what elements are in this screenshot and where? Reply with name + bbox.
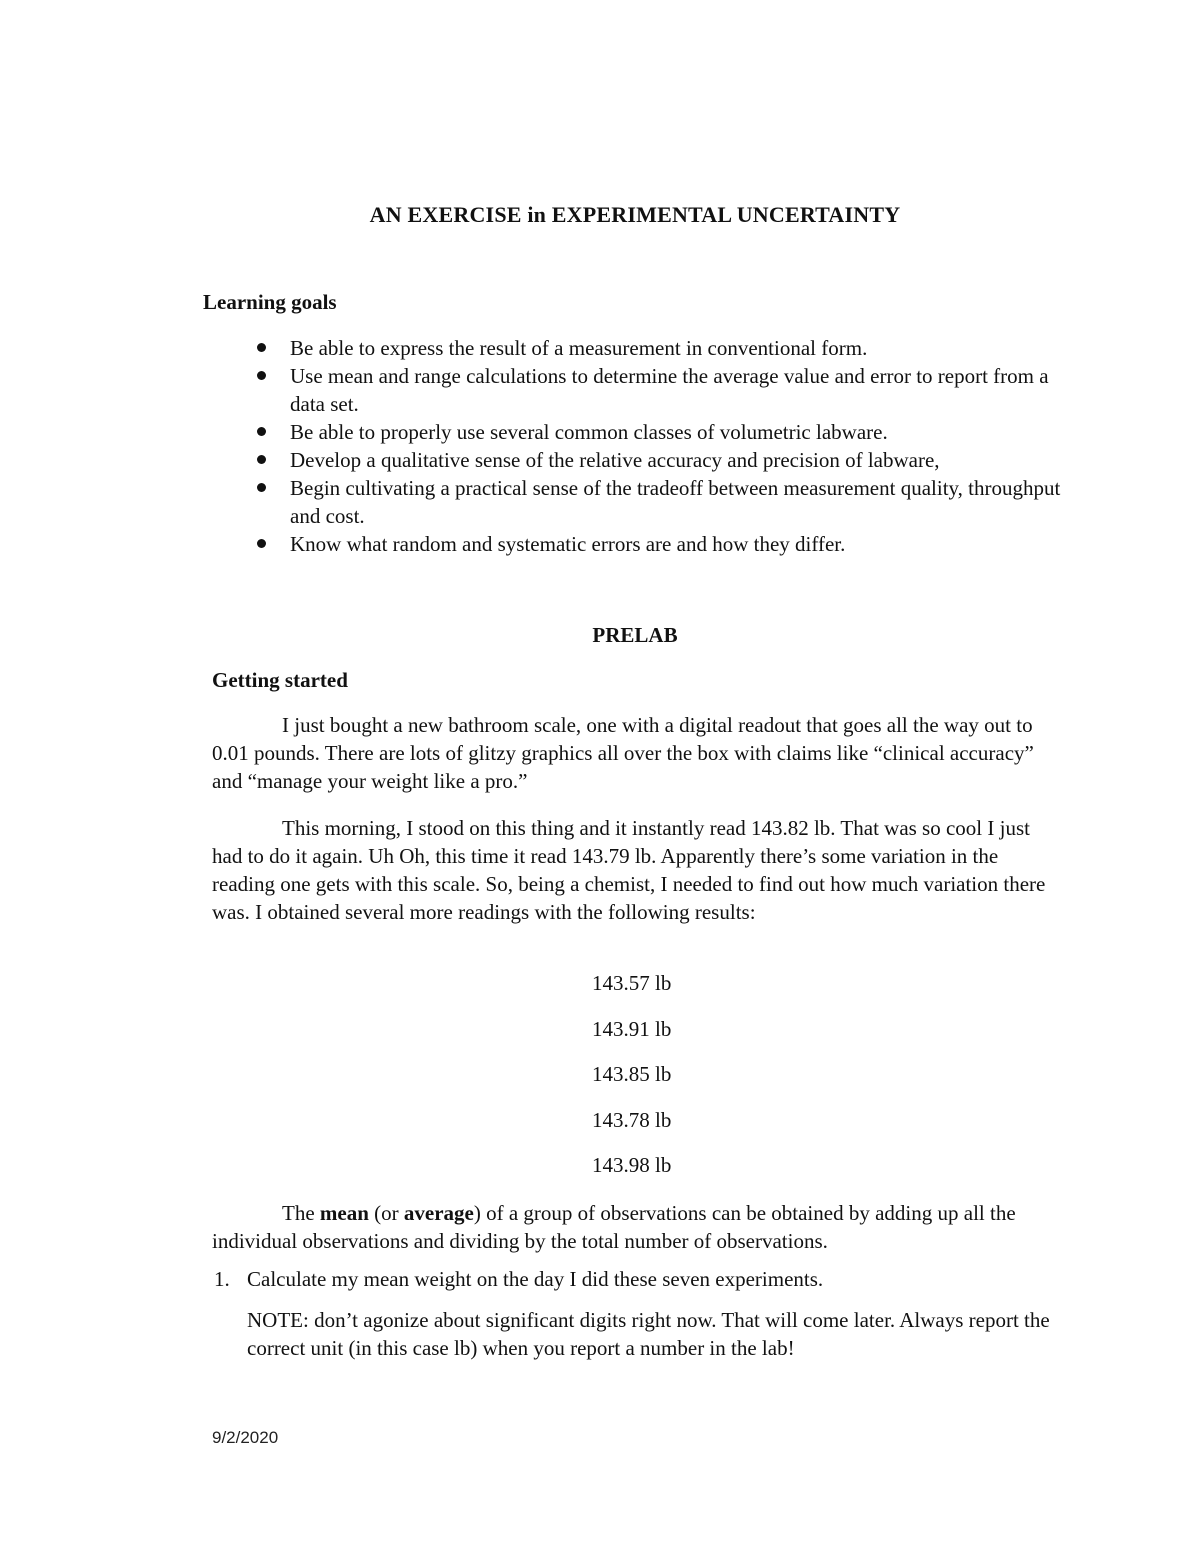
learning-goals-list xyxy=(255,334,1075,558)
reading-value: 143.78 lb xyxy=(592,1107,672,1132)
goal-text: Be able to express the result of a measurement in conventional form. xyxy=(290,336,868,360)
goal-text: Be able to properly use several common classes of volumetric labware. xyxy=(290,420,888,444)
mean-paragraph xyxy=(212,1199,1062,1255)
bullet-icon xyxy=(257,427,266,436)
reading-value: 143.57 lb xyxy=(592,971,672,995)
mean-text-part: ) of a group of observations can be obtained by adding up all the individual observations and dividing by the total number of observations. xyxy=(212,1201,1016,1253)
footer-date: 9/2/2020 xyxy=(212,1428,279,1447)
bullet-icon xyxy=(257,455,266,464)
intro-paragraph: I just bought a new bathroom scale, one with a digital readout that goes all the way out to 0.01 pounds. There are lots of glitzy graphics all over the box with claims like “clinical accuracy” and “manage your weight like a pro.” xyxy=(212,713,1034,793)
list-item xyxy=(255,362,1075,418)
scale-paragraph: This morning, I stood on this thing and it instantly read 143.82 lb. That was so cool I just had to do it again. Uh Oh, this time it read 143.79 lb. Apparently there’s some variation in the reading one gets with this scale. So, being a chemist, I needed to find out how much variation there was. I obtained several more readings with the following results: xyxy=(212,816,1046,924)
list-item xyxy=(255,418,1075,446)
list-item xyxy=(255,446,1075,474)
goal-text: Know what random and systematic errors are and how they differ. xyxy=(290,532,846,556)
goal-text: Begin cultivating a practical sense of the tradeoff between measurement quality, throughput and cost. xyxy=(290,476,1061,528)
reading-value: 143.98 lb xyxy=(592,1153,672,1177)
readings-list xyxy=(592,969,671,1197)
average-term: average xyxy=(403,1201,474,1225)
goal-text: Develop a qualitative sense of the relative accuracy and precision of labware, xyxy=(290,448,940,472)
mean-text-part: (or xyxy=(368,1201,404,1225)
document-title: AN EXERCISE in EXPERIMENTAL UNCERTAINTY xyxy=(369,202,901,227)
goal-text: Use mean and range calculations to determine the average value and error to report from a data set. xyxy=(290,364,1049,416)
list-item xyxy=(255,530,1075,558)
learning-goals-heading: Learning goals xyxy=(203,290,337,314)
bullet-icon xyxy=(257,371,266,380)
getting-started-heading: Getting started xyxy=(212,668,348,692)
list-item xyxy=(255,334,1075,362)
prelab-heading: PRELAB xyxy=(592,623,678,647)
question-number: 1. xyxy=(214,1267,230,1291)
question-text: Calculate my mean weight on the day I did these seven experiments. xyxy=(247,1267,824,1291)
mean-text-part: The xyxy=(282,1201,320,1225)
mean-term: mean xyxy=(319,1201,369,1225)
note-text: NOTE: don’t agonize about significant digits right now. That will come later. Always report the correct unit (in this case lb) when you report a number in the lab! xyxy=(247,1308,1050,1360)
bullet-icon xyxy=(257,343,266,352)
bullet-icon xyxy=(257,483,266,492)
reading-value: 143.85 lb xyxy=(592,1062,672,1086)
reading-value: 143.91 lb xyxy=(592,1016,672,1041)
bullet-icon xyxy=(257,539,266,548)
list-item xyxy=(255,474,1075,530)
